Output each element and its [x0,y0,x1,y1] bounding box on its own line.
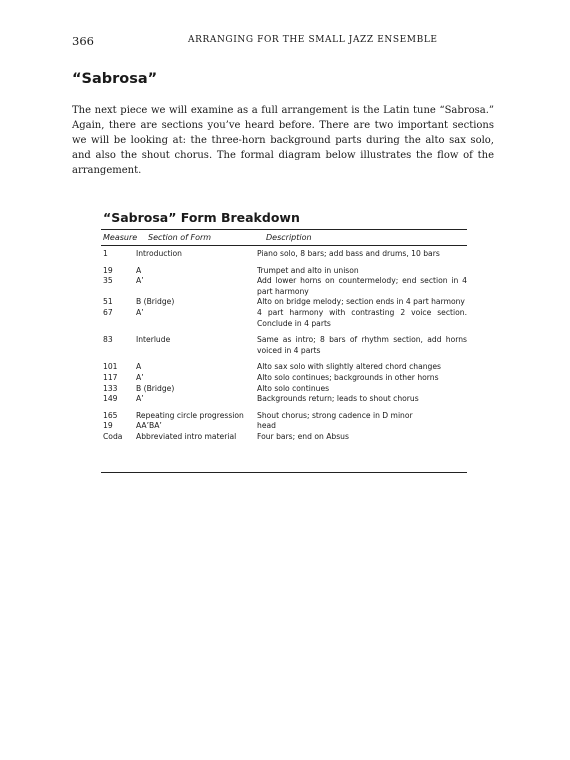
section-title: “Sabrosa” [72,71,158,87]
table-header-rule [101,245,467,246]
section-cell: A’ [136,394,144,404]
description-cell: Alto solo continues; backgrounds in other horns [257,372,439,382]
section-cell: Interlude [136,335,171,345]
body-paragraph: The next piece we will examine as a full arrangement is the Latin tune “Sabrosa.” Again, there are sections you’ve heard before. There are two important sections we will be looking at: the three-horn background parts during the alto sax solo, and also the shout chorus. The formal diagram below illustrates the flow of the arrangement. [72,105,494,176]
table-row [101,384,467,395]
page-number: 366 [72,34,94,48]
description-cell: Backgrounds return; leads to shout chorus [257,394,419,404]
description-cell: Four bars; end on Absus [257,431,349,441]
column-header-section: Section of Form [148,233,212,242]
section-cell: B (Bridge) [136,383,175,393]
table-row [101,297,467,308]
section-cell: B (Bridge) [136,297,175,307]
measure-cell: Coda [103,431,123,441]
measure-cell: 51 [103,297,113,307]
table-row [101,249,467,260]
table-top-rule [101,229,467,230]
section-cell: A [136,265,142,275]
measure-cell: 19 [103,421,113,431]
description-cell: Add lower horns on countermelody; end section in 4 part harmony [257,276,467,296]
section-cell: AA’BA’ [136,421,162,431]
table-row [101,335,467,356]
table-title: “Sabrosa” Form Breakdown [103,210,300,225]
measure-cell: 101 [103,362,118,372]
section-cell: A [136,362,142,372]
measure-cell: 1 [103,249,108,258]
column-header-description: Description [266,233,312,242]
description-cell: 4 part harmony with contrasting 2 voice section. Conclude in 4 parts [257,307,467,328]
measure-cell: 83 [103,335,113,345]
measure-cell: 35 [103,276,113,286]
table-row [101,373,467,384]
section-cell: A’ [136,276,144,286]
measure-cell: 133 [103,383,118,393]
section-cell: A’ [136,372,144,382]
section-cell: Abbreviated intro material [136,431,237,441]
table-body [101,249,467,443]
description-cell: Piano solo, 8 bars; add bass and drums, 10 bars [257,249,440,258]
table-row [101,421,467,432]
description-cell: Shout chorus; strong cadence in D minor [257,410,413,420]
description-cell: Alto solo continues [257,383,330,393]
measure-cell: 117 [103,372,118,382]
description-cell: Alto sax solo with slightly altered chord changes [257,362,441,372]
table-row [101,411,467,422]
measure-cell: 149 [103,394,118,404]
description-cell: Trumpet and alto in unison [257,265,359,275]
table-row [101,362,467,373]
table-row [101,266,467,277]
column-header-measure: Measure [103,233,138,242]
table-bottom-rule [101,472,467,473]
section-cell: Introduction [136,249,182,258]
table-row [101,432,467,443]
description-cell: head [257,421,276,431]
table-row [101,394,467,405]
section-cell: Repeating circle progression [136,410,244,420]
description-cell: Alto on bridge melody; section ends in 4 part harmony [257,297,465,307]
running-head: ARRANGING FOR THE SMALL JAZZ ENSEMBLE [188,35,438,45]
table-row [101,276,467,297]
measure-cell: 165 [103,410,118,420]
measure-cell: 67 [103,307,113,317]
description-cell: Same as intro; 8 bars of rhythm section, add horns voiced in 4 parts [257,335,467,355]
measure-cell: 19 [103,265,113,275]
section-cell: A’ [136,307,144,317]
table-row [101,308,467,329]
